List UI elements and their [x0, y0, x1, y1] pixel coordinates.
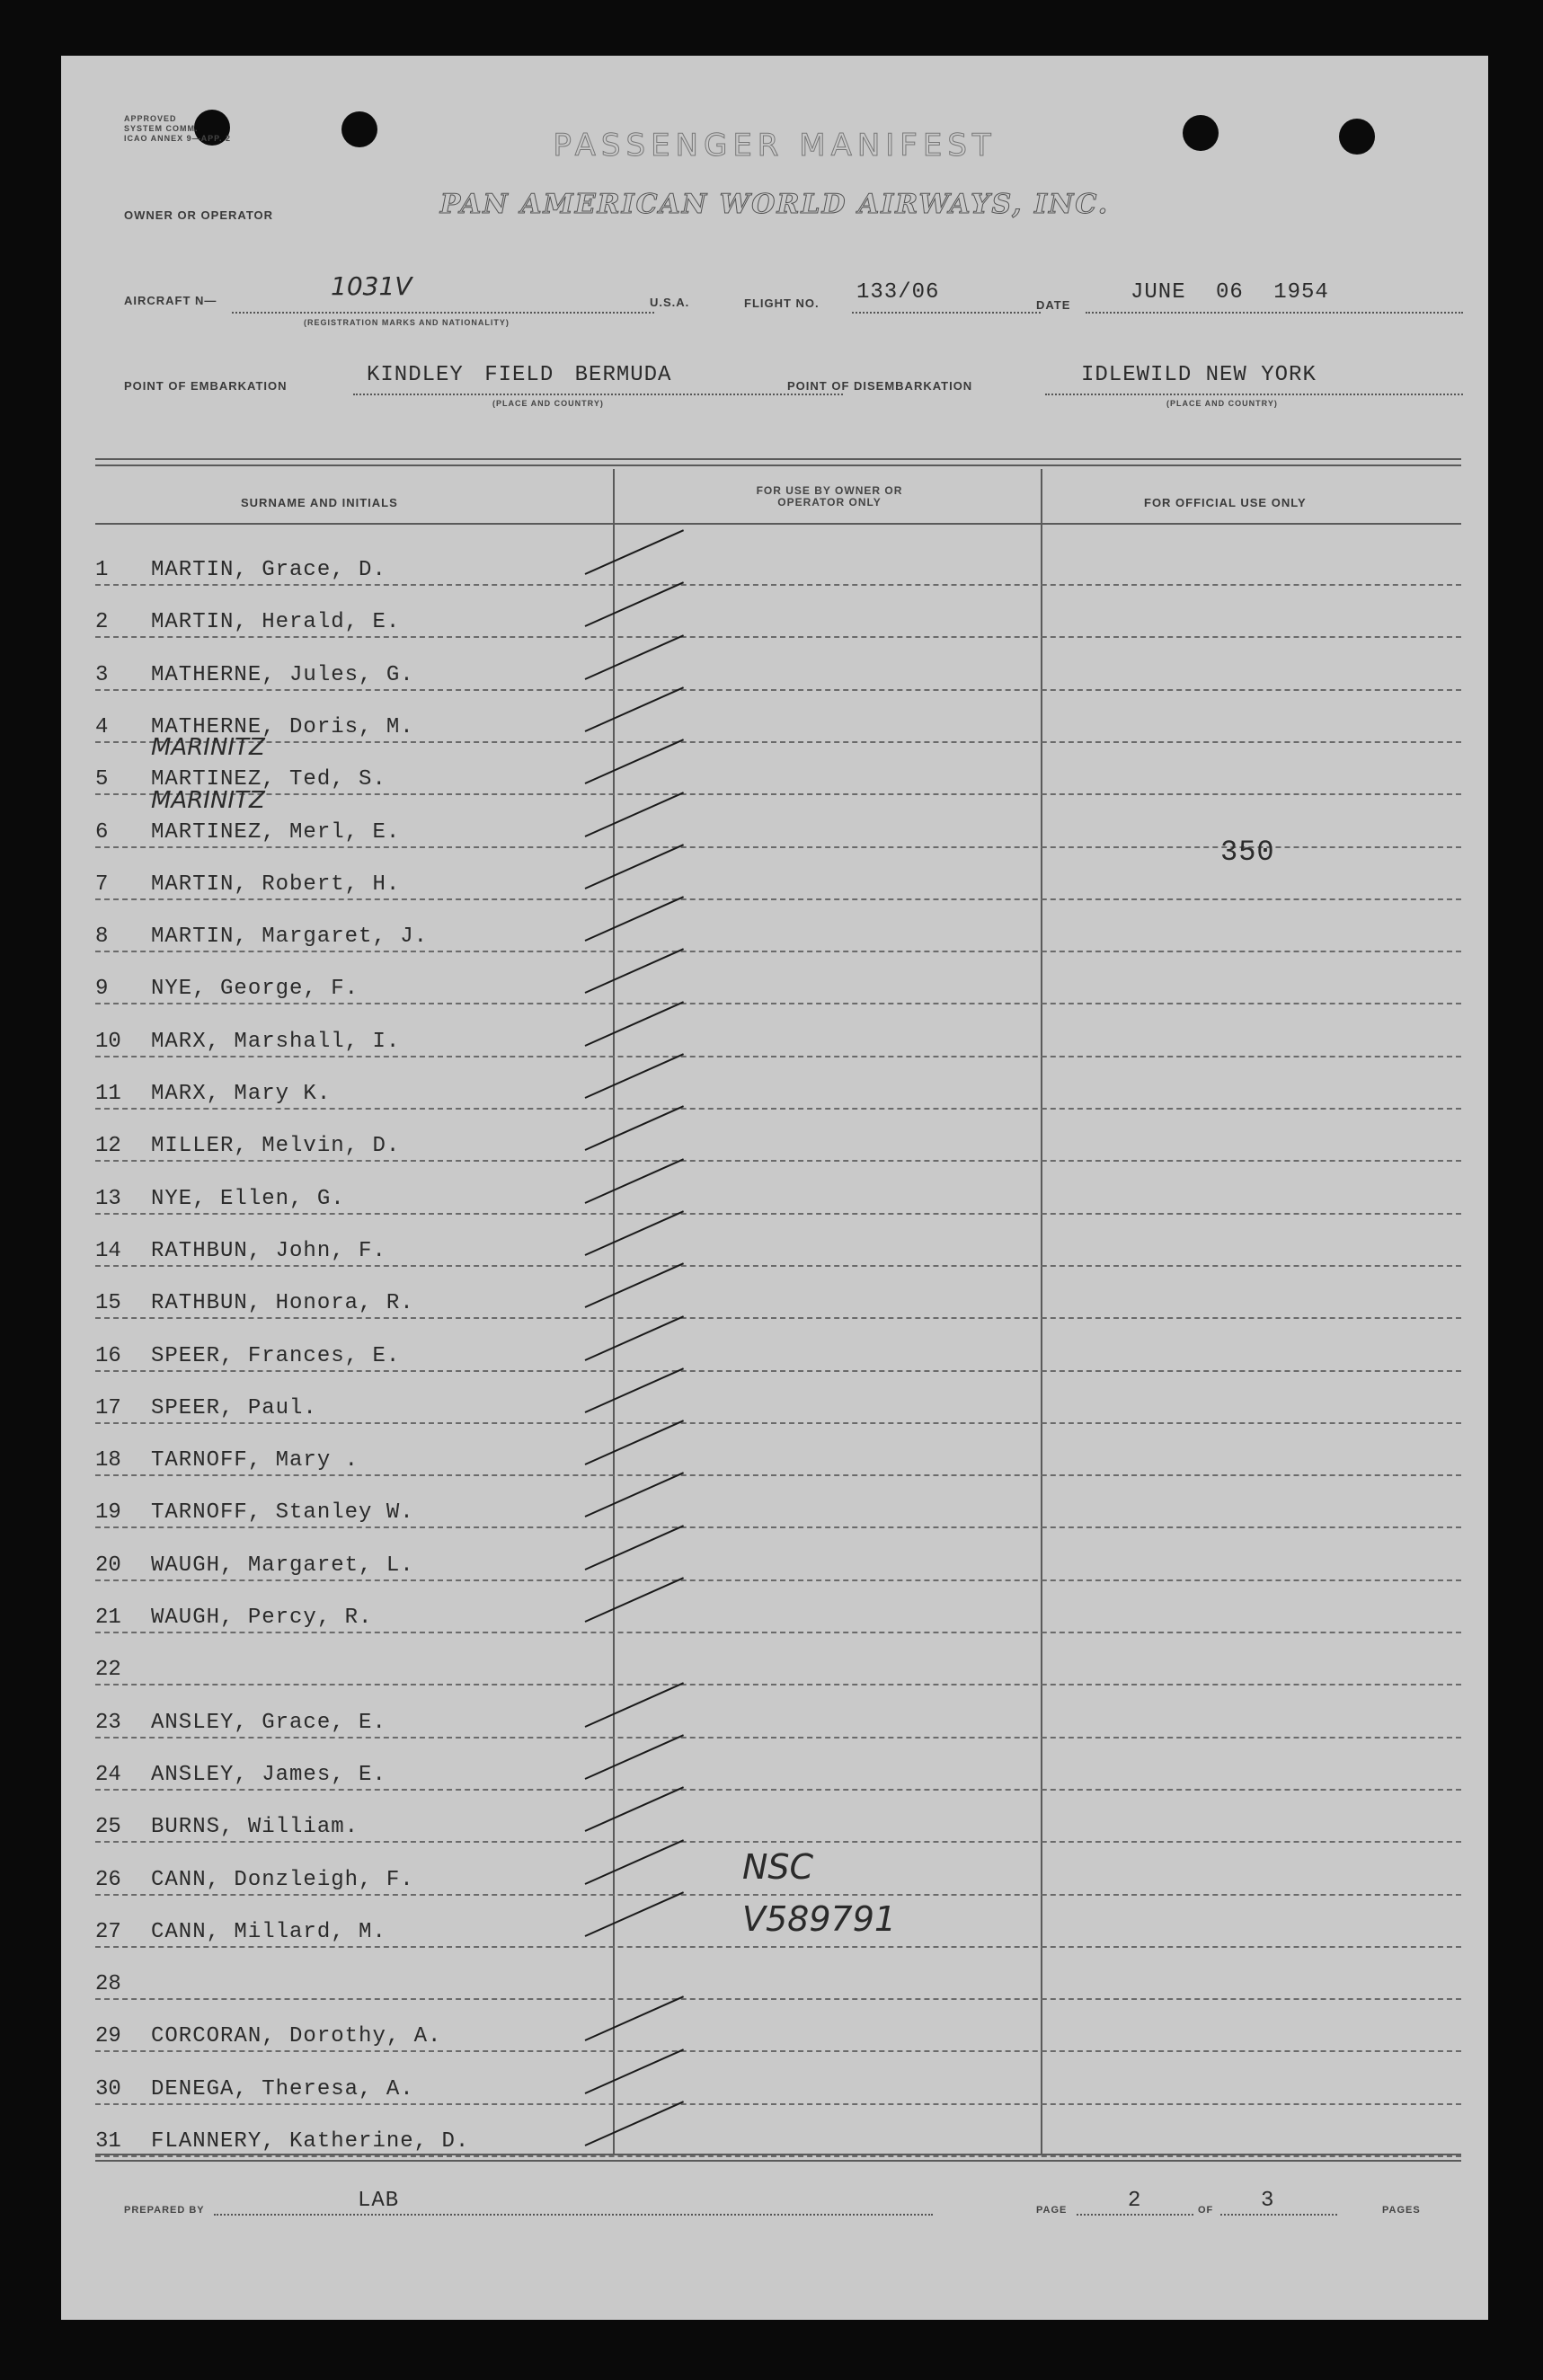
table-row: [95, 1791, 1461, 1843]
passenger-name: MARTIN, Margaret, J.: [151, 925, 429, 950]
owner-note: V589791: [742, 1898, 897, 1939]
row-number: 9: [95, 977, 109, 1002]
row-number: 20: [95, 1553, 121, 1578]
table-top-rule-2: [95, 464, 1461, 466]
table-row: [95, 734, 1461, 795]
table-row: [95, 1581, 1461, 1633]
row-number: 7: [95, 871, 109, 897]
row-number: 23: [95, 1710, 121, 1735]
of-label: OF: [1198, 2205, 1214, 2216]
row-number: 15: [95, 1291, 121, 1316]
prepared-value: LAB: [358, 2189, 400, 2213]
embark-label: POINT OF EMBARKATION: [124, 379, 288, 393]
aircraft-label: AIRCRAFT N—: [124, 294, 217, 307]
registration-caption: (REGISTRATION MARKS AND NATIONALITY): [304, 318, 510, 327]
row-number: 1: [95, 558, 109, 582]
row-number: 29: [95, 2024, 121, 2049]
of-underline: [1220, 2214, 1337, 2216]
table-row: [95, 1424, 1461, 1476]
check-stroke: [585, 1315, 684, 1361]
passenger-name: CANN, Donzleigh, F.: [151, 1867, 414, 1892]
check-stroke: [585, 792, 684, 837]
passenger-name: DENEGA, Theresa, A.: [151, 2076, 414, 2101]
check-stroke: [585, 896, 684, 942]
passenger-name: FLANNERY, Katherine, D.: [151, 2129, 470, 2154]
pages-label: PAGES: [1382, 2205, 1421, 2216]
passenger-name: WAUGH, Margaret, L.: [151, 1553, 414, 1578]
approval-line: SYSTEM COMM.: [124, 124, 199, 133]
owner-note: NSC: [742, 1846, 814, 1887]
passenger-name: MARX, Marshall, I.: [151, 1029, 401, 1054]
row-number: 18: [95, 1448, 121, 1473]
check-stroke: [585, 1525, 684, 1570]
row-number: 27: [95, 1919, 121, 1944]
passenger-name: BURNS, William.: [151, 1815, 359, 1840]
passenger-name: NYE, Ellen, G.: [151, 1186, 345, 1211]
row-number: 21: [95, 1606, 121, 1630]
place-caption-2: (PLACE AND COUNTRY): [1166, 399, 1278, 408]
row-number: 14: [95, 1238, 121, 1263]
owner-label: OWNER OR OPERATOR: [124, 208, 274, 222]
passenger-name: CANN, Millard, M.: [151, 1919, 386, 1944]
approval-line: ICAO ANNEX 9—APP. 2: [124, 134, 232, 143]
row-number: 19: [95, 1500, 121, 1526]
check-stroke: [585, 1053, 684, 1099]
table-bottom-rule-2: [95, 2160, 1461, 2162]
table-row: [95, 1948, 1461, 2000]
table-row: [95, 1267, 1461, 1319]
date-label: DATE: [1036, 298, 1071, 312]
check-stroke: [585, 686, 684, 732]
table-row: [95, 1372, 1461, 1424]
passenger-name: WAUGH, Percy, R.: [151, 1606, 373, 1630]
row-number: 22: [95, 1658, 121, 1683]
row-number: 11: [95, 1082, 121, 1106]
row-rule: [95, 2155, 1461, 2157]
row-number: 31: [95, 2129, 121, 2154]
table-row: [95, 691, 1461, 743]
row-number: 8: [95, 925, 109, 950]
check-stroke: [585, 634, 684, 680]
table-row: [95, 1633, 1461, 1685]
airline-name: PAN AMERICAN WORLD AIRWAYS, INC.: [439, 189, 1110, 220]
check-stroke: [585, 1891, 684, 1937]
check-stroke: [585, 582, 684, 628]
row-number: 13: [95, 1186, 121, 1211]
disembark-underline: [1045, 394, 1463, 395]
check-stroke: [585, 1210, 684, 1256]
check-stroke: [585, 1106, 684, 1152]
check-stroke: [585, 1996, 684, 2042]
table-row: [95, 534, 1461, 586]
table-row: [95, 1896, 1461, 1948]
table-row: [95, 1215, 1461, 1267]
check-stroke: [585, 1734, 684, 1780]
table-top-rule: [95, 458, 1461, 460]
column-header-owner: FOR USE BY OWNER OR OPERATOR ONLY: [756, 484, 903, 509]
check-stroke: [585, 844, 684, 889]
table-row: [95, 1057, 1461, 1110]
table-row: [95, 2053, 1461, 2105]
check-stroke: [585, 1577, 684, 1623]
passenger-name: ANSLEY, James, E.: [151, 1762, 386, 1787]
passenger-name: RATHBUN, Honora, R.: [151, 1291, 414, 1316]
page-value: 2: [1128, 2189, 1142, 2213]
table-row: [95, 1110, 1461, 1162]
disembark-label: POINT OF DISEMBARKATION: [787, 379, 973, 393]
check-stroke: [585, 949, 684, 995]
check-stroke: [585, 1158, 684, 1204]
table-row: [95, 1320, 1461, 1372]
row-number: 17: [95, 1395, 121, 1420]
passenger-name: MARTIN, Herald, E.: [151, 610, 401, 635]
prepared-underline: [214, 2214, 933, 2216]
form-title: PASSENGER MANIFEST: [553, 128, 997, 164]
row-number: 12: [95, 1134, 121, 1159]
table-bottom-rule: [95, 2154, 1461, 2155]
column-header-surname: SURNAME AND INITIALS: [241, 496, 398, 509]
header-bottom-rule: [95, 523, 1461, 525]
passenger-name: NYE, George, F.: [151, 977, 359, 1002]
table-row: [95, 639, 1461, 691]
check-stroke: [585, 1682, 684, 1728]
passenger-name: MATHERNE, Jules, G.: [151, 662, 414, 687]
check-stroke: [585, 1786, 684, 1832]
disembark-value: IDLEWILD NEW YORK: [1081, 363, 1317, 387]
check-stroke: [585, 1367, 684, 1413]
check-stroke: [585, 739, 684, 784]
check-stroke: [585, 1839, 684, 1885]
passenger-name: MARTINEZ, Merl, E.: [151, 819, 401, 845]
embark-value: KINDLEY FIELD BERMUDA: [367, 363, 672, 387]
table-row: [95, 1476, 1461, 1528]
date-value: JUNE 06 1954: [1131, 280, 1329, 305]
row-number: 16: [95, 1343, 121, 1368]
check-stroke: [585, 2048, 684, 2094]
check-stroke: [585, 2101, 684, 2146]
nationality: U.S.A.: [650, 296, 690, 309]
aircraft-value: 1031V: [331, 271, 412, 301]
row-number: 25: [95, 1815, 121, 1840]
column-header-official: FOR OFFICIAL USE ONLY: [1144, 496, 1307, 509]
passenger-name: TARNOFF, Stanley W.: [151, 1500, 414, 1526]
place-caption: (PLACE AND COUNTRY): [492, 399, 604, 408]
of-value: 3: [1261, 2189, 1275, 2213]
passenger-name: MARTIN, Grace, D.: [151, 558, 386, 582]
passenger-name: SPEER, Frances, E.: [151, 1343, 401, 1368]
passenger-name: MARX, Mary K.: [151, 1082, 332, 1106]
table-row: [95, 1529, 1461, 1581]
row-number: 26: [95, 1867, 121, 1892]
manifest-sheet: [61, 56, 1488, 2320]
date-underline: [1086, 312, 1463, 314]
flight-label: FLIGHT NO.: [744, 296, 820, 310]
flight-value: 133/06: [856, 280, 940, 305]
passenger-name: MILLER, Melvin, D.: [151, 1134, 401, 1159]
check-stroke: [585, 529, 684, 575]
table-row: [95, 1163, 1461, 1215]
table-row: [95, 900, 1461, 952]
row-number: 2: [95, 610, 109, 635]
table-row: [95, 1844, 1461, 1896]
handwritten-correction: MARINITZ: [151, 786, 265, 814]
approval-line: APPROVED: [124, 114, 177, 123]
page-underline: [1077, 2214, 1193, 2216]
table-row: [95, 1005, 1461, 1057]
table-row: [95, 1686, 1461, 1739]
row-number: 3: [95, 662, 109, 687]
table-row: [95, 586, 1461, 638]
row-number: 24: [95, 1762, 121, 1787]
row-number: 5: [95, 767, 109, 792]
table-row: [95, 2000, 1461, 2052]
table-row: [95, 952, 1461, 1004]
passenger-name: RATHBUN, John, F.: [151, 1238, 386, 1263]
row-number: 6: [95, 819, 109, 845]
aircraft-underline: [232, 312, 654, 314]
passenger-name: CORCORAN, Dorothy, A.: [151, 2024, 442, 2049]
handwritten-correction: MARINITZ: [151, 734, 265, 762]
page-label: PAGE: [1036, 2205, 1068, 2216]
table-row: [95, 1739, 1461, 1791]
official-note: 350: [1220, 836, 1275, 869]
flight-underline: [852, 312, 1041, 314]
row-number: 4: [95, 714, 109, 739]
check-stroke: [585, 1262, 684, 1308]
row-number: 10: [95, 1029, 121, 1054]
passenger-name: TARNOFF, Mary .: [151, 1448, 359, 1473]
row-number: 28: [95, 1972, 121, 1997]
table-row: [95, 2105, 1461, 2157]
passenger-name: MARTIN, Robert, H.: [151, 871, 401, 897]
passenger-name: SPEER, Paul.: [151, 1395, 317, 1420]
row-number: 30: [95, 2076, 121, 2101]
prepared-label: PREPARED BY: [124, 2205, 205, 2216]
embark-underline: [353, 394, 843, 395]
check-stroke: [585, 1473, 684, 1518]
passenger-name: MARTINEZ, Ted, S.: [151, 767, 386, 792]
passenger-name: MATHERNE, Doris, M.: [151, 714, 414, 739]
check-stroke: [585, 1420, 684, 1465]
passenger-name: ANSLEY, Grace, E.: [151, 1710, 386, 1735]
check-stroke: [585, 1001, 684, 1047]
